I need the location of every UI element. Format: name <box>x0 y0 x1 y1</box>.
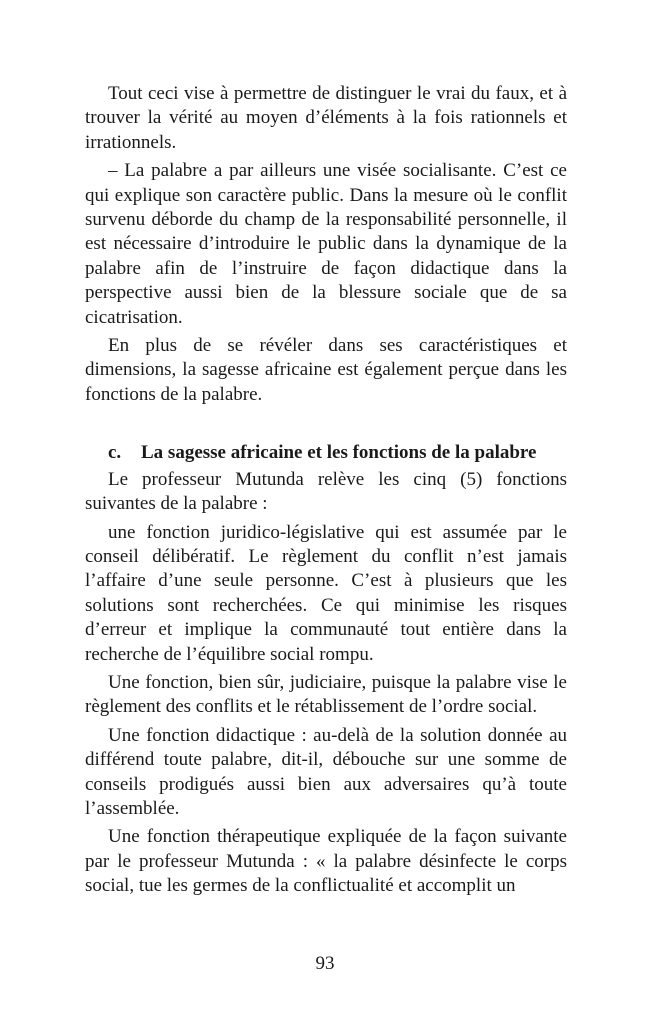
section-label: c. <box>108 442 122 464</box>
section-heading <box>85 441 567 465</box>
paragraph: Le professeur Mutunda relève les cinq (5) fonctions suivantes de la palabre : <box>85 468 567 515</box>
paragraph: – La palabre a par ailleurs une visée socialisante. C’est ce qui explique son caractère public. Dans la mesure où le conflit survenu déborde du champ de la responsabilité personnelle, il est nécessaire d’introduire le public dans la dynamique de la palabre afin de l’instruire de façon didactique dans la perspective aussi bien de la blessure sociale que de sa cicatrisation. <box>85 160 567 328</box>
paragraph: En plus de se révéler dans ses caractéristiques et dimensions, la sagesse africaine est également perçue dans les fonctions de la palabre. <box>85 335 567 405</box>
paragraph: Tout ceci vise à permettre de distinguer le vrai du faux, et à trouver la vérité au moyen d’éléments à la fois rationnels et irrationnels. <box>85 83 567 153</box>
page-body <box>85 82 567 903</box>
section-title: La sagesse africaine et les fonctions de la palabre <box>141 442 537 464</box>
paragraph: Une fonction didactique : au-delà de la solution donnée au différend toute palabre, dit-il, débouche sur une somme de conseils prodigués aussi bien aux adversaires qu’à toute l’assemblée. <box>85 724 567 819</box>
paragraph: Une fonction, bien sûr, judiciaire, puisque la palabre vise le règlement des conflits et le rétablissement de l’ordre social. <box>85 671 567 718</box>
page-number: 93 <box>315 953 335 974</box>
paragraph: Une fonction thérapeutique expliquée de la façon suivante par le professeur Mutunda : « la palabre désinfecte le corps social, tue les germes de la conflictualité et accomplit un <box>85 826 567 897</box>
paragraph: une fonction juridico-législative qui est assumée par le conseil délibératif. Le règlement du conflit n’est jamais l’affaire d’une seule personne. C’est à plusieurs que les solutions sont recherchées. Ce qui minimise les risques d’erreur et implique la communauté tout entière dans la recherche de l’équilibre social rompu. <box>85 521 567 665</box>
